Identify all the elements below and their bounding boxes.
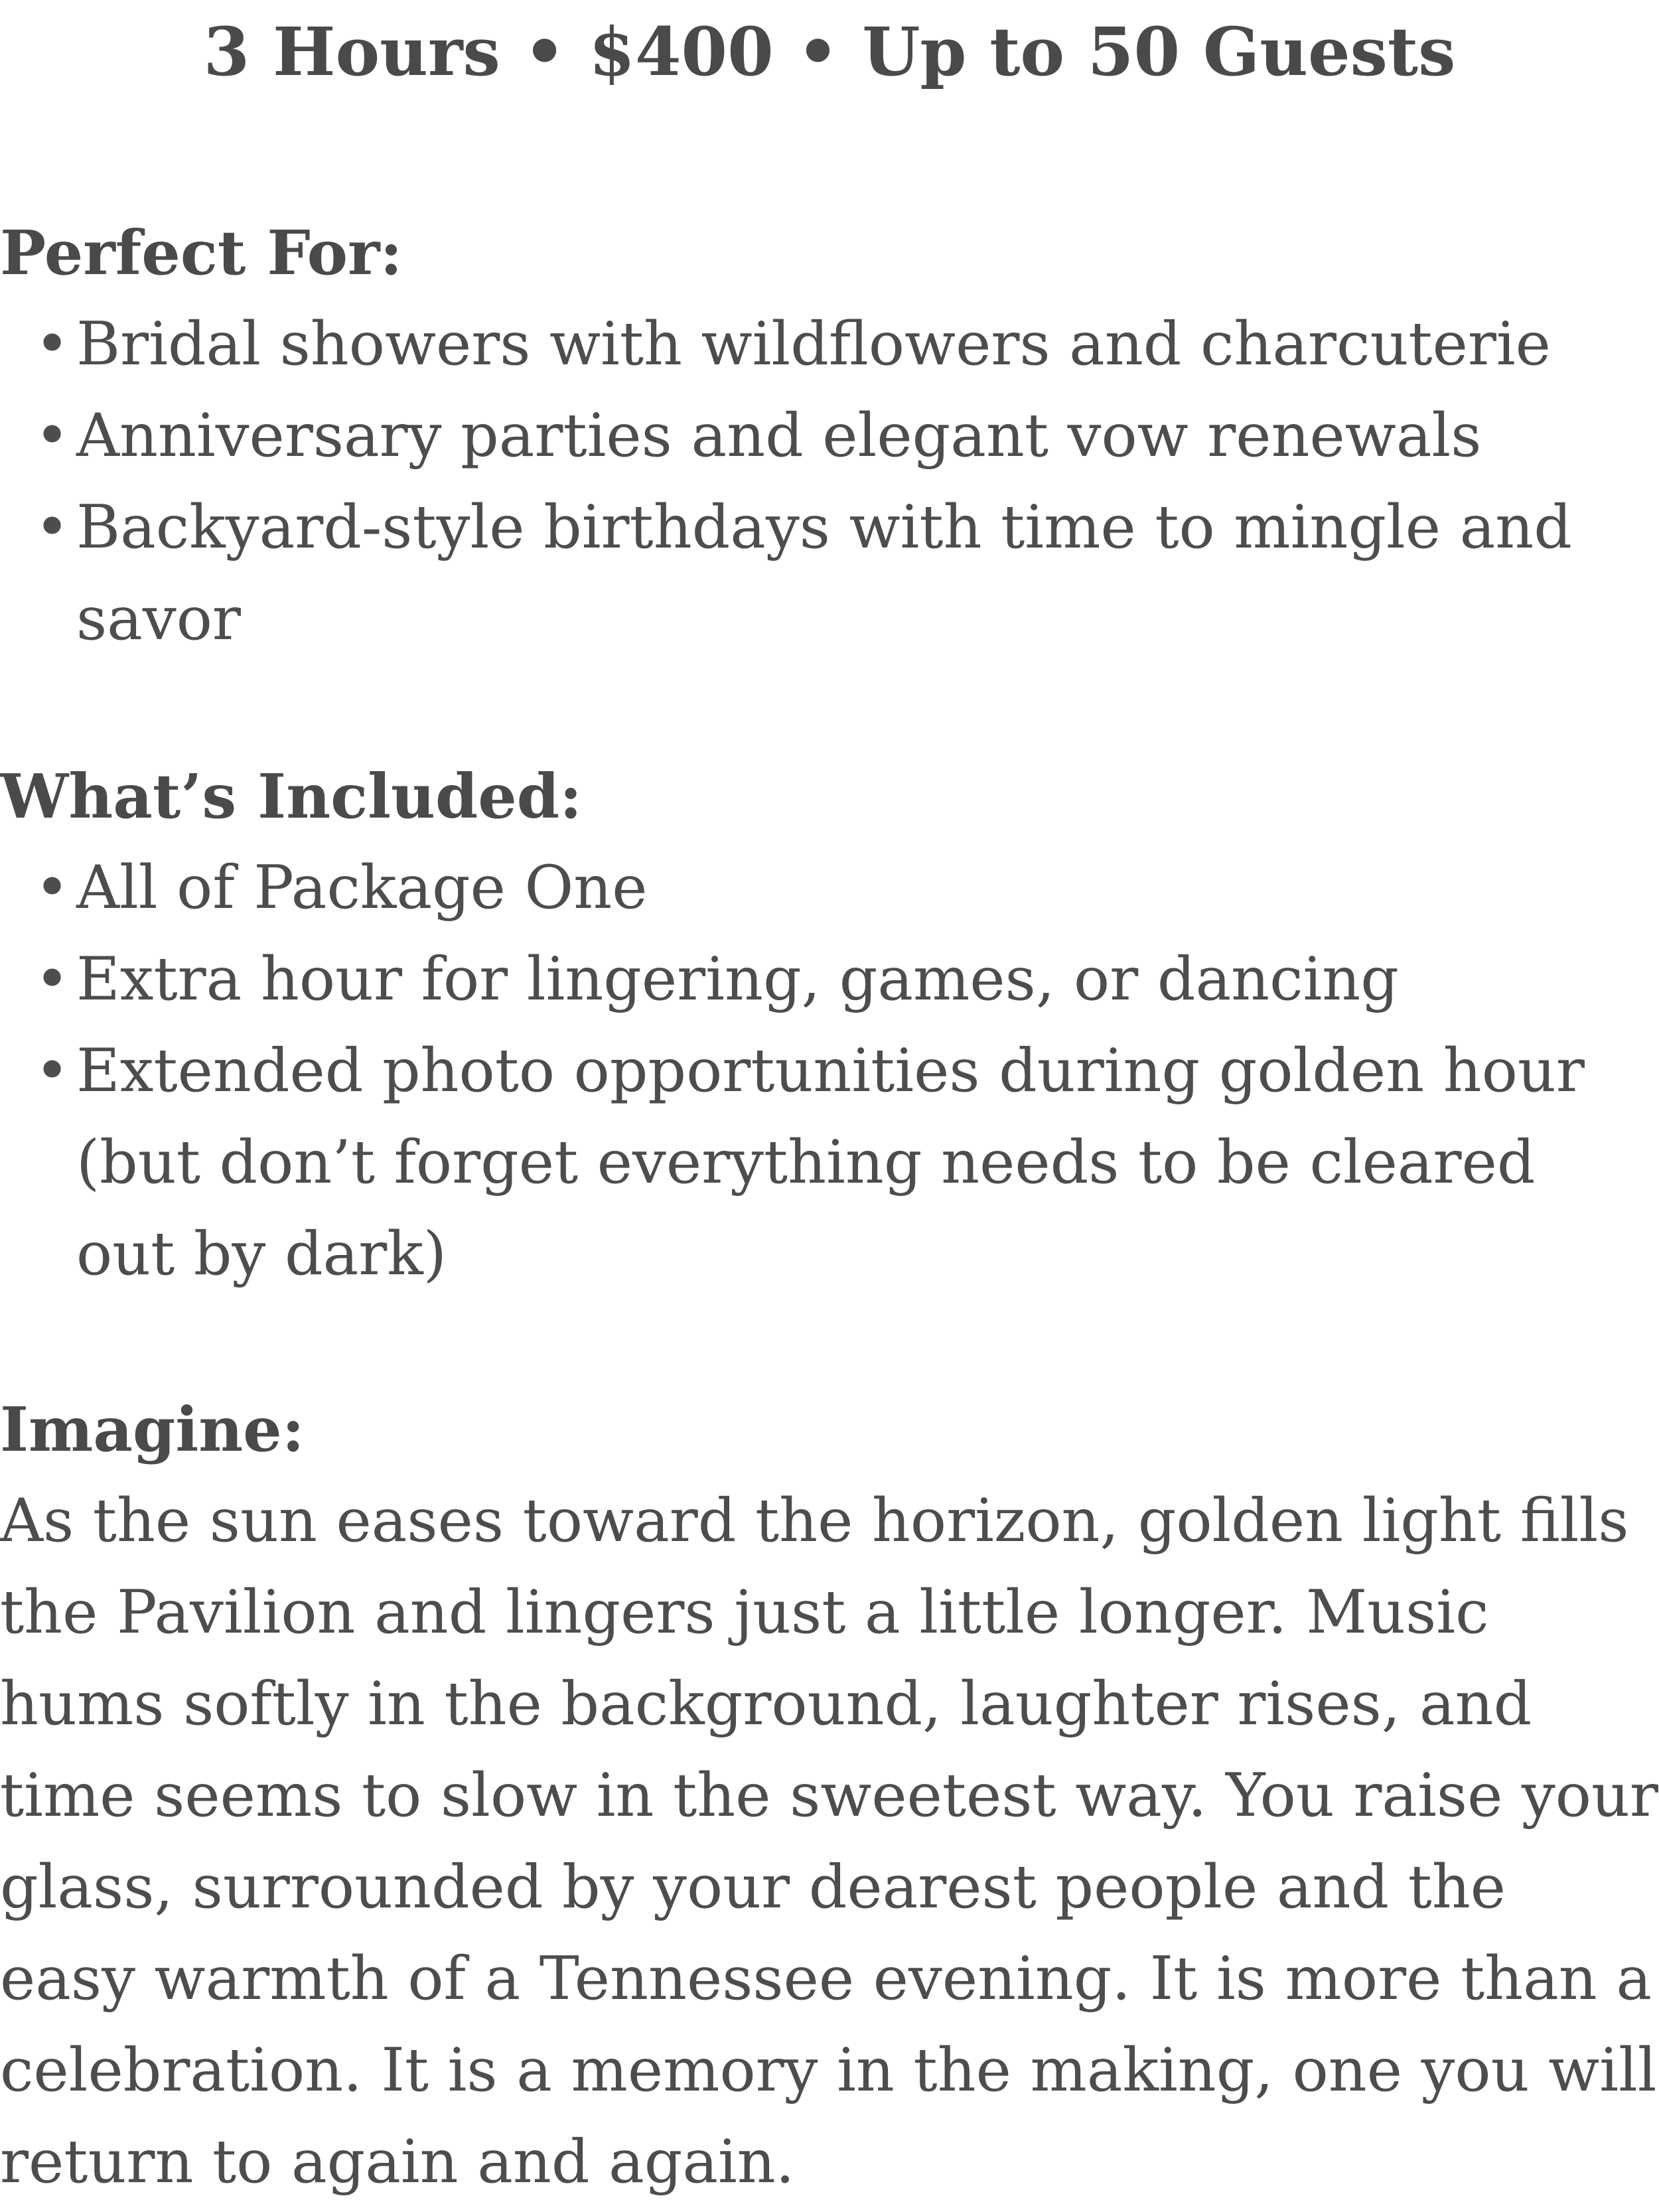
list-item bbox=[0, 842, 1659, 934]
whats-included-title: What’s Included: bbox=[0, 761, 583, 832]
list-item-text: Extended photo opportunities during golden hour (but don’t forget everything needs to be cleared out by dark) bbox=[76, 1036, 1585, 1289]
bullet-icon: • bbox=[35, 853, 70, 922]
list-item bbox=[0, 390, 1659, 482]
whats-included-section bbox=[0, 751, 1659, 1300]
list-item-text: Anniversary parties and elegant vow renewals bbox=[76, 401, 1482, 471]
list-item bbox=[0, 482, 1659, 665]
perfect-for-title: Perfect For: bbox=[0, 217, 403, 289]
bullet-icon: • bbox=[35, 401, 70, 471]
perfect-for-list bbox=[0, 299, 1659, 665]
whats-included-list bbox=[0, 842, 1659, 1300]
perfect-for-section bbox=[0, 207, 1659, 665]
package-headline: 3 Hours • $400 • Up to 50 Guests bbox=[203, 13, 1456, 91]
bullet-icon: • bbox=[35, 1036, 70, 1106]
list-item bbox=[0, 934, 1659, 1025]
bullet-icon: • bbox=[35, 492, 70, 562]
list-item bbox=[0, 1025, 1659, 1300]
imagine-section bbox=[0, 1384, 1659, 2208]
bullet-icon: • bbox=[35, 944, 70, 1014]
list-item bbox=[0, 299, 1659, 390]
list-item-text: Bridal showers with wildflowers and charcuterie bbox=[76, 309, 1551, 379]
imagine-paragraph: As the sun eases toward the horizon, golden light fills the Pavilion and lingers just a little longer. Music hums softly in the background, laughter rises, and time seems to slow in the sweetest way. You raise your glass, surrounded by your dearest people and the easy warmth of a Tennessee evening. It is more than a celebration. It is a memory in the making, one you will return to again and again. bbox=[0, 1486, 1658, 2197]
imagine-title: Imagine: bbox=[0, 1394, 305, 1465]
list-item-text: All of Package One bbox=[76, 853, 648, 922]
list-item-text: Extra hour for lingering, games, or dancing bbox=[76, 944, 1399, 1014]
list-item-text: Backyard-style birthdays with time to mingle and savor bbox=[76, 492, 1572, 654]
bullet-icon: • bbox=[35, 309, 70, 379]
